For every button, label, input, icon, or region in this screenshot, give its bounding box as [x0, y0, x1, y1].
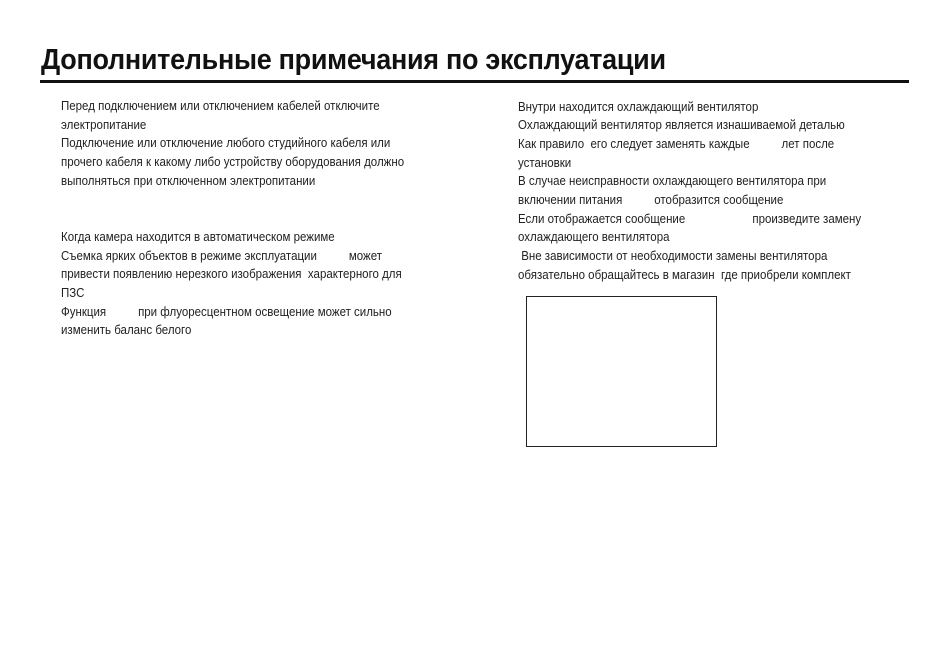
text-line: обязательно обращайтесь в магазин где приобрели комплект [518, 268, 851, 282]
text-line: Охлаждающий вентилятор является изнашиваемой деталью [518, 118, 845, 132]
text-line: установки [518, 156, 572, 170]
text-line: Вне зависимости от необходимости замены вентилятора [518, 249, 828, 263]
text-line: Когда камера находится в автоматическом режиме [61, 230, 335, 244]
text-line: охлаждающего вентилятора [518, 230, 670, 244]
text-line: привести появлению нерезкого изображения характерного для [61, 267, 402, 281]
text-line: прочего кабеля к какому либо устройству оборудования должно [61, 155, 405, 169]
page-title: Дополнительные примечания по эксплуатации [41, 44, 666, 76]
text-line: изменить баланс белого [61, 323, 192, 337]
text-line: электропитание [61, 118, 147, 132]
text-line: ПЗС [61, 286, 85, 300]
text-line: Функция при флуоресцентном освещение может сильно [61, 305, 392, 319]
text-line: Перед подключением или отключением кабелей отключите [61, 99, 380, 113]
title-underline [40, 80, 909, 83]
text-line: Если отображается сообщение произведите замену [518, 212, 862, 226]
text-line: выполняться при отключенном электропитании [61, 174, 316, 188]
text-line: Как правило его следует заменять каждые лет после [518, 137, 835, 151]
text-line: Внутри находится охлаждающий вентилятор [518, 100, 759, 114]
figure-placeholder-box [526, 296, 717, 447]
text-line: Съемка ярких объектов в режиме эксплуатации может [61, 249, 383, 263]
text-line: Подключение или отключение любого студийного кабеля или [61, 136, 391, 150]
text-line: В случае неисправности охлаждающего вентилятора при [518, 174, 827, 188]
text-line: включении питания отобразится сообщение [518, 193, 784, 207]
